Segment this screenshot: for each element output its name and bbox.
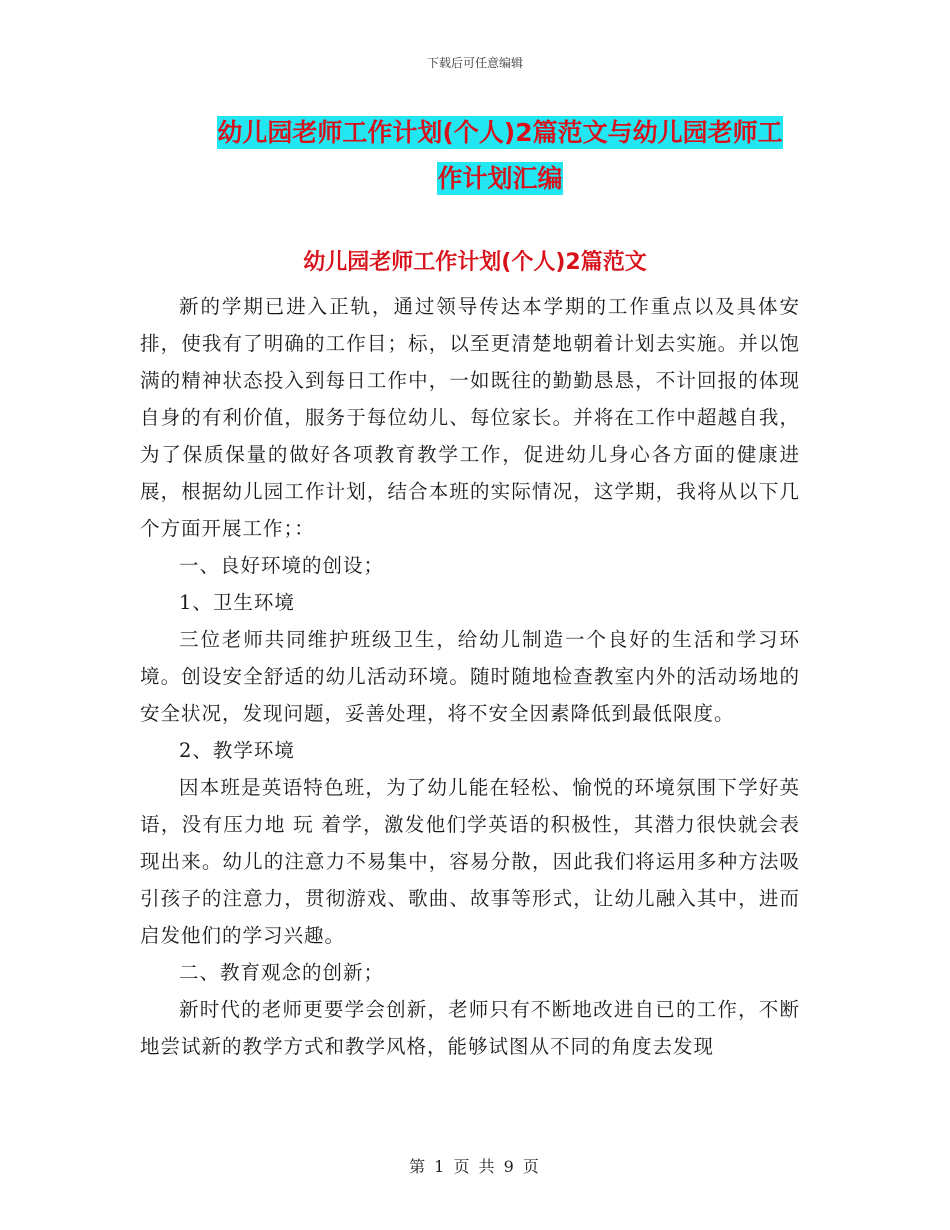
paragraph-innovation: 新时代的老师更要学会创新，老师只有不断地改进自已的工作，不断地尝试新的教学方式和教学风格，能够试图从不同的角度去发现 xyxy=(140,998,800,1058)
body-text xyxy=(140,288,800,1065)
title-line-2: 作计划汇编 xyxy=(437,164,563,193)
paragraph-teaching: 因本班是英语特色班，为了幼儿能在轻松、愉悦的环境氛围下学好英语，没有压力地 玩 着学，激发他们学英语的积极性，其潜力很快就会表现出来。幼儿的注意力不易集中，容易分散，因此我们将运用多种方法吸引孩子的注意力，贯彻游戏、歌曲、故事等形式，让幼儿融入其中，进而启发他们的学习兴趣。 xyxy=(140,776,800,947)
paragraph-intro: 新的学期已进入正轨，通过领导传达本学期的工作重点以及具体安排，使我有了明确的工作目；标，以至更清楚地朝着计划去实施。并以饱满的精神状态投入到每日工作中，一如既往的勤勤恳恳，不计回报的体现自身的有利价值，服务于每位幼儿、每位家长。并将在工作中超越自我，为了保质保量的做好各项教育教学工作，促进幼儿身心各方面的健康进展，根据幼儿园工作计划，结合本班的实际情况，这学期，我将从以下几个方面开展工作；： xyxy=(140,295,800,540)
paragraph-hygiene: 三位老师共同维护班级卫生，给幼儿制造一个良好的生活和学习环境。创设安全舒适的幼儿活动环境。随时随地检查教室内外的活动场地的安全状况，发现问题，妥善处理，将不安全因素降低到最低限度。 xyxy=(140,628,800,725)
heading-innovation: 二、教育观念的创新； xyxy=(179,961,385,984)
subheading-teaching: 2、教学环境 xyxy=(179,739,295,762)
section-title: 幼儿园老师工作计划(个人)2篇范文 xyxy=(303,250,647,275)
subheading-hygiene: 1、卫生环境 xyxy=(179,591,295,614)
title-line-1: 幼儿园老师工作计划(个人)2篇范文与幼儿园老师工 xyxy=(217,118,783,147)
header-note: 下载后可任意编辑 xyxy=(426,56,523,70)
page-number: 第 1 页 共 9 页 xyxy=(409,1157,541,1176)
document-title xyxy=(190,110,810,202)
heading-environment: 一、良好环境的创设； xyxy=(179,554,385,577)
